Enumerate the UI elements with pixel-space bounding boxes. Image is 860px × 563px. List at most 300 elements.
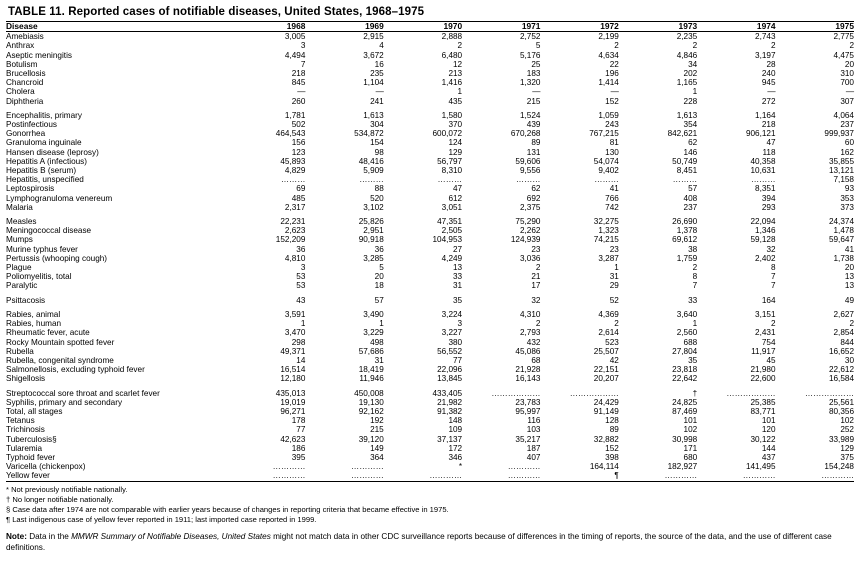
cell: 50,749 <box>672 156 698 166</box>
cell: 680 <box>683 452 698 462</box>
cell: 10,631 <box>750 166 776 176</box>
table-row <box>6 111 854 120</box>
cell: 16,652 <box>828 346 854 356</box>
cell: 9,402 <box>598 166 619 176</box>
cell: 2,854 <box>833 328 854 338</box>
cell: 62 <box>688 138 698 148</box>
disease-name: Plague <box>6 263 32 273</box>
table-row <box>6 157 854 166</box>
table-row <box>6 129 854 138</box>
cell: 235 <box>370 69 384 79</box>
cell: ………… <box>507 471 541 481</box>
cell: 92,162 <box>358 406 384 416</box>
cell: 407 <box>526 452 541 462</box>
cell: 2,505 <box>441 226 463 236</box>
cell: 364 <box>370 452 384 462</box>
cell: 37,137 <box>437 434 463 444</box>
table-row <box>6 407 854 416</box>
cell: 29 <box>609 281 619 291</box>
cell: 35 <box>688 355 698 365</box>
cell: 12 <box>453 59 463 69</box>
cell: 81 <box>609 138 619 148</box>
cell: 96,271 <box>280 406 306 416</box>
cell: 20 <box>844 263 854 273</box>
cell: 32 <box>766 244 776 254</box>
cell: 2 <box>535 319 541 329</box>
cell: — <box>845 87 854 97</box>
cell: 754 <box>761 337 776 347</box>
cell: 4,249 <box>441 253 463 263</box>
cell: 83,771 <box>750 406 776 416</box>
cell: 4,310 <box>519 309 541 319</box>
cell: 502 <box>291 120 306 130</box>
cell: 128 <box>605 416 619 426</box>
cell: 2,793 <box>519 328 541 338</box>
cell: 26,690 <box>672 217 698 227</box>
cell: 767,215 <box>589 129 619 139</box>
cell: 162 <box>840 147 854 157</box>
cell: 17 <box>531 281 541 291</box>
cell: 408 <box>683 193 698 203</box>
cell: ……… <box>280 175 306 185</box>
footnote-asterisk: * Not previously notifiable nationally. <box>6 484 128 494</box>
cell: 16 <box>374 59 384 69</box>
cell: 192 <box>370 416 384 426</box>
cell: 4,829 <box>284 166 306 176</box>
cell: 49,371 <box>280 346 306 356</box>
cell: 485 <box>291 193 306 203</box>
cell: 22 <box>609 59 619 69</box>
cell: 30,122 <box>750 434 776 444</box>
cell: 8,351 <box>755 184 776 194</box>
cell: 187 <box>526 443 541 453</box>
cell: 4,475 <box>833 50 854 60</box>
cell: 2 <box>770 319 776 329</box>
cell: ……… <box>750 175 776 185</box>
disease-name: Total, all stages <box>6 406 63 416</box>
cell: † <box>692 388 698 398</box>
cell: 1,524 <box>519 110 541 120</box>
cell: 25,561 <box>828 397 854 407</box>
cell: 304 <box>370 120 384 130</box>
cell: 36 <box>296 244 306 254</box>
cell: 1,323 <box>598 226 619 236</box>
cell: ………… <box>742 471 776 481</box>
cell: 380 <box>448 337 463 347</box>
cell: 435 <box>448 96 463 106</box>
disease-name: Hansen disease (leprosy) <box>6 147 99 157</box>
cell: 2 <box>692 263 698 273</box>
cell: 1,613 <box>363 110 384 120</box>
cell: 60 <box>844 138 854 148</box>
cell: 24,374 <box>828 217 854 227</box>
cell: 1,320 <box>519 78 541 88</box>
cell: 2,627 <box>833 309 854 319</box>
cell: 152 <box>605 443 619 453</box>
cell: 433,405 <box>432 388 463 398</box>
cell: 12,180 <box>280 374 306 384</box>
cell: 90,918 <box>358 235 384 245</box>
table-row <box>6 444 854 453</box>
cell: 33 <box>453 272 463 282</box>
cell: 59,128 <box>750 235 776 245</box>
cell: 101 <box>761 416 776 426</box>
disease-name: Encephalitis, primary <box>6 110 82 120</box>
cell: 16,514 <box>280 365 306 375</box>
cell: 2 <box>770 41 776 51</box>
cell: 21 <box>531 272 541 282</box>
disease-name: Postinfectious <box>6 120 57 130</box>
cell: 1,580 <box>441 110 463 120</box>
cell: 21,982 <box>437 397 463 407</box>
cell: 77 <box>296 425 306 435</box>
cell: 16,143 <box>515 374 541 384</box>
cell: 118 <box>762 147 776 157</box>
cell: 25 <box>531 59 541 69</box>
cell: 183 <box>526 69 541 79</box>
cell: 1,416 <box>441 78 463 88</box>
cell: 172 <box>448 443 463 453</box>
cell: 692 <box>526 193 541 203</box>
cell: 534,872 <box>354 129 384 139</box>
cell: ……… <box>437 175 463 185</box>
cell: 213 <box>448 69 463 79</box>
cell: 5 <box>379 263 384 273</box>
column-header-1970: 1970 <box>443 21 463 31</box>
cell: 146 <box>683 147 698 157</box>
cell: 49 <box>844 295 854 305</box>
table-row <box>6 51 854 60</box>
cell: 742 <box>605 202 619 212</box>
table-row <box>6 389 854 398</box>
cell: ………… <box>272 471 306 481</box>
disease-name: Rabies, human <box>6 319 62 329</box>
cell: 7,158 <box>833 175 854 185</box>
table-row <box>6 245 854 254</box>
cell: 3,224 <box>441 309 463 319</box>
cell: 91,149 <box>593 406 619 416</box>
footnotes <box>6 485 854 525</box>
cell: 31 <box>609 272 619 282</box>
column-header-disease: Disease <box>6 21 38 31</box>
final-note <box>6 531 854 553</box>
table-row <box>6 310 854 319</box>
cell: 395 <box>291 452 306 462</box>
table-row <box>6 365 854 374</box>
disease-name: Diphtheria <box>6 96 44 106</box>
cell: 130 <box>605 147 619 157</box>
disease-name: Streptococcal sore throat and scarlet fever <box>6 388 160 398</box>
disease-name: Paralytic <box>6 281 38 291</box>
cell: ………… <box>272 462 306 472</box>
cell: 2,951 <box>363 226 384 236</box>
cell: 24,825 <box>672 397 698 407</box>
cell: 171 <box>683 443 698 453</box>
table-row <box>6 281 854 290</box>
cell: 20,207 <box>593 374 619 384</box>
cell: ……………… <box>569 388 619 398</box>
cell: 1,059 <box>598 110 619 120</box>
cell: 1,104 <box>363 78 384 88</box>
cell: 999,937 <box>824 129 854 139</box>
cell: 98 <box>374 147 384 157</box>
cell: 35 <box>453 295 463 305</box>
cell: 101 <box>683 416 698 426</box>
cell: 1 <box>457 87 463 97</box>
cell: 2,888 <box>441 32 463 42</box>
disease-name: Chancroid <box>6 78 44 88</box>
cell: 129 <box>840 443 854 453</box>
disease-name: Pertussis (whooping cough) <box>6 253 108 263</box>
cell: 464,543 <box>275 129 306 139</box>
cell: 8 <box>692 272 698 282</box>
disease-name: Malaria <box>6 202 33 212</box>
cell: 3,640 <box>676 309 698 319</box>
cell: ……… <box>672 175 698 185</box>
table-row <box>6 328 854 337</box>
disease-name: Trichinosis <box>6 425 45 435</box>
cell: 123 <box>291 147 306 157</box>
cell: 2,775 <box>833 32 854 42</box>
cell: 218 <box>291 69 306 79</box>
cell: 370 <box>448 120 463 130</box>
disease-name: Rubella, congenital syndrome <box>6 355 114 365</box>
cell: 1 <box>692 319 698 329</box>
disease-name: Poliomyelitis, total <box>6 272 72 282</box>
cell: 2 <box>849 319 854 329</box>
table-body <box>6 32 854 481</box>
disease-name: Varicella (chickenpox) <box>6 462 86 472</box>
cell: 104,953 <box>432 235 463 245</box>
cell: 18,419 <box>358 365 384 375</box>
cell: 394 <box>761 193 776 203</box>
cell: 6,480 <box>441 50 463 60</box>
cell: 7 <box>770 272 776 282</box>
table-row <box>6 166 854 175</box>
cell: 354 <box>683 120 698 130</box>
cell: 23 <box>531 244 541 254</box>
cell: ………… <box>351 471 384 481</box>
cell: 252 <box>840 425 854 435</box>
cell: ………… <box>429 471 463 481</box>
cell: — <box>375 87 384 97</box>
cell: 432 <box>526 337 541 347</box>
cell: 1 <box>300 319 306 329</box>
cell: 2 <box>614 319 619 329</box>
cell: 19,019 <box>280 397 306 407</box>
final-note-before: Data in the <box>26 531 72 541</box>
table-row <box>6 60 854 69</box>
cell: 57 <box>374 295 384 305</box>
cell: 91,382 <box>437 406 463 416</box>
cell: 5,909 <box>363 166 384 176</box>
column-header-1969: 1969 <box>365 21 384 31</box>
disease-name: Leptospirosis <box>6 184 55 194</box>
disease-name: Tularemia <box>6 443 43 453</box>
footnote-section: § Case data after 1974 are not comparable with earlier years because of changes in reporting criteria that became effective in 1975. <box>6 504 449 514</box>
cell: 375 <box>840 452 854 462</box>
cell: 1,165 <box>676 78 698 88</box>
cell: 272 <box>761 96 776 106</box>
cell: 4,494 <box>284 50 306 60</box>
cell: 52 <box>609 295 619 305</box>
cell: 906,121 <box>745 129 776 139</box>
cell: 14 <box>296 355 306 365</box>
cell: — <box>767 87 776 97</box>
table-row <box>6 272 854 281</box>
cell: 1,759 <box>676 253 698 263</box>
cell: 215 <box>526 96 541 106</box>
cell: 2,199 <box>598 32 619 42</box>
cell: 182,927 <box>667 462 698 472</box>
cell: 196 <box>605 69 619 79</box>
cell: 129 <box>448 147 463 157</box>
notifiable-diseases-table <box>6 21 854 482</box>
cell: 298 <box>291 337 306 347</box>
cell: 154,248 <box>824 462 854 472</box>
disease-name: Measles <box>6 217 37 227</box>
cell: 57 <box>688 184 698 194</box>
cell: 22,151 <box>593 365 619 375</box>
table-row <box>6 194 854 203</box>
cell: ……… <box>594 175 619 185</box>
cell: 28 <box>766 59 776 69</box>
cell: 45,086 <box>515 346 541 356</box>
cell: 21,928 <box>515 365 541 375</box>
cell: 13 <box>844 281 854 291</box>
column-header-1972: 1972 <box>600 21 619 31</box>
cell: 241 <box>370 96 384 106</box>
cell: — <box>532 87 541 97</box>
table-row <box>6 41 854 50</box>
table-row <box>6 120 854 129</box>
cell: 22,600 <box>750 374 776 384</box>
cell: 4,810 <box>284 253 306 263</box>
table-row <box>6 138 854 147</box>
cell: 59,606 <box>515 156 541 166</box>
cell: ………… <box>351 462 384 472</box>
cell: 945 <box>761 78 776 88</box>
cell: 450,008 <box>354 388 384 398</box>
cell: 4,634 <box>598 50 619 60</box>
cell: 47 <box>453 184 463 194</box>
cell: 57,686 <box>358 346 384 356</box>
table-row <box>6 416 854 425</box>
cell: ……………… <box>804 388 854 398</box>
cell: 80,356 <box>828 406 854 416</box>
cell: 18 <box>374 281 384 291</box>
cell: 243 <box>605 120 619 130</box>
cell: 144 <box>761 443 776 453</box>
cell: ……………… <box>491 388 541 398</box>
cell: ………… <box>507 462 541 472</box>
disease-name: Lymphogranuloma venereum <box>6 193 113 203</box>
cell: 74,215 <box>593 235 619 245</box>
cell: 1 <box>614 263 619 273</box>
cell: ………… <box>664 471 698 481</box>
cell: 23,783 <box>515 397 541 407</box>
cell: 2,623 <box>284 226 306 236</box>
cell: ……… <box>359 175 384 185</box>
cell: 40,358 <box>750 156 776 166</box>
cell: 13 <box>453 263 463 273</box>
table-row <box>6 462 854 471</box>
disease-name: Granuloma inguinale <box>6 138 82 148</box>
disease-name: Rocky Mountain spotted fever <box>6 337 115 347</box>
disease-name: Gonorrhea <box>6 129 46 139</box>
cell: 2,431 <box>755 328 776 338</box>
cell: 240 <box>761 69 776 79</box>
cell: 22,231 <box>280 217 306 227</box>
table-row <box>6 184 854 193</box>
cell: 31 <box>374 355 384 365</box>
cell: 2 <box>457 41 463 51</box>
cell: 4,369 <box>598 309 619 319</box>
cell: 1,738 <box>833 253 854 263</box>
cell: 23 <box>609 244 619 254</box>
cell: 3 <box>457 319 463 329</box>
cell: 116 <box>527 416 541 426</box>
table-row <box>6 87 854 96</box>
cell: 7 <box>300 59 306 69</box>
cell: 164,114 <box>589 462 619 472</box>
cell: 25,507 <box>593 346 619 356</box>
cell: 688 <box>683 337 698 347</box>
column-header-1971: 1971 <box>521 21 541 31</box>
cell: 9,556 <box>519 166 541 176</box>
cell: 346 <box>448 452 463 462</box>
cell: 20 <box>844 59 854 69</box>
table-row <box>6 453 854 462</box>
table-row <box>6 32 854 42</box>
table-row <box>6 471 854 481</box>
disease-name: Rheumatic fever, acute <box>6 328 90 338</box>
cell: 202 <box>683 69 698 79</box>
cell: 16,584 <box>828 374 854 384</box>
cell: 53 <box>296 281 306 291</box>
cell: 186 <box>291 443 306 453</box>
cell: 3,672 <box>363 50 384 60</box>
cell: 33,989 <box>828 434 854 444</box>
cell: 102 <box>840 416 854 426</box>
cell: 41 <box>609 184 619 194</box>
cell: — <box>610 87 619 97</box>
final-note-label: Note: <box>6 531 27 541</box>
cell: 95,997 <box>515 406 541 416</box>
cell: 2,375 <box>519 202 541 212</box>
table-row <box>6 203 854 212</box>
footnote-pilcrow: ¶ Last indigenous case of yellow fever reported in 1911; last imported case reported in 1999. <box>6 514 317 524</box>
cell: 8,310 <box>441 166 463 176</box>
cell: 3,102 <box>363 202 384 212</box>
cell: 2 <box>535 263 541 273</box>
cell: 152,209 <box>275 235 306 245</box>
table-row <box>6 217 854 226</box>
cell: 3,285 <box>363 253 384 263</box>
cell: 398 <box>605 452 619 462</box>
cell: 2,560 <box>676 328 698 338</box>
cell: 54,074 <box>593 156 619 166</box>
table-row <box>6 347 854 356</box>
cell: 7 <box>692 281 698 291</box>
cell: 1,414 <box>598 78 619 88</box>
final-note-italic: MMWR Summary of Notifiable Diseases, United States <box>71 531 271 541</box>
cell: 22,612 <box>828 365 854 375</box>
cell: 1 <box>379 319 384 329</box>
cell: 22,096 <box>437 365 463 375</box>
table-row <box>6 148 854 157</box>
table-row <box>6 435 854 444</box>
